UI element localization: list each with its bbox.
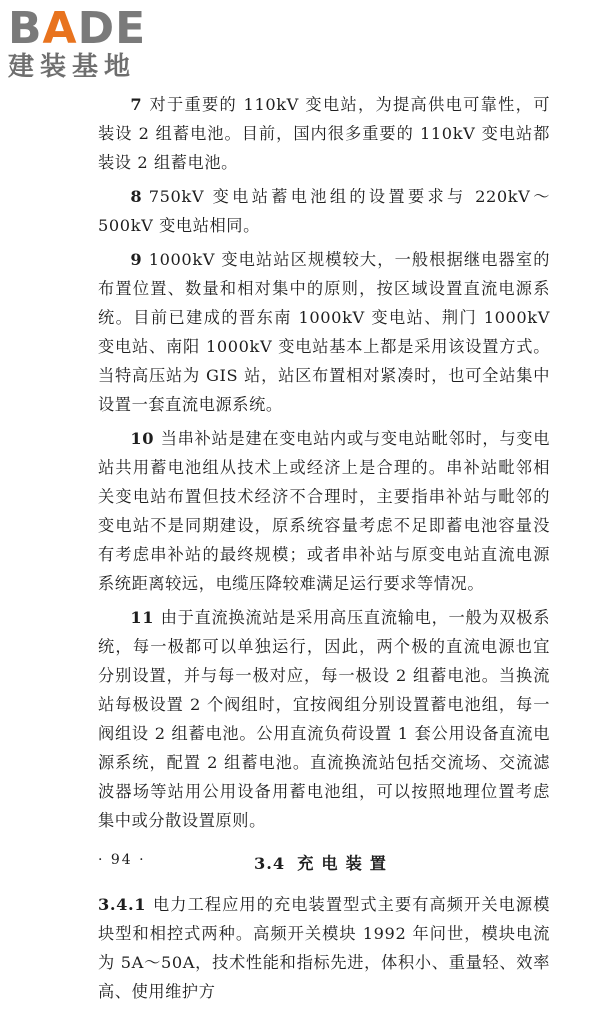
document-body xyxy=(98,90,550,1011)
paragraph-item-7 xyxy=(98,90,550,177)
logo-wordmark: BADE xyxy=(8,3,147,54)
paragraph-number: 11 xyxy=(130,608,155,627)
clause-3-4-1 xyxy=(98,890,550,1006)
clause-number: 3.4.1 xyxy=(98,895,147,914)
section-heading xyxy=(98,849,550,878)
paragraph-text: 1000kV 变电站站区规模较大，一般根据继电器室的布置位置、数量和相对集中的原则，按区域设置直流电源系统。目前已建成的晋东南 1000kV 变电站、荆门 1000kV 变电站、南阳 1000kV 变电站基本上都是采用该设置方式。当特高压站为 GIS 站，站区布置相对紧凑时，也可全站集中设置一套直流电源系统。 xyxy=(98,250,550,414)
paragraph-text: 对于重要的 110kV 变电站，为提高供电可靠性，可装设 2 组蓄电池。目前，国内很多重要的 110kV 变电站都装设 2 组蓄电池。 xyxy=(98,95,550,172)
paragraph-item-9 xyxy=(98,245,550,419)
paragraph-text: 750kV 变电站蓄电池组的设置要求与 220kV～500kV 变电站相同。 xyxy=(98,187,550,235)
paragraph-number: 10 xyxy=(130,429,155,448)
paragraph-number: 8 xyxy=(130,187,143,206)
paragraph-number: 9 xyxy=(130,250,143,269)
section-title: 充电装置 xyxy=(297,854,394,873)
paragraph-text: 当串补站是建在变电站内或与变电站毗邻时，与变电站共用蓄电池组从技术上或经济上是合理的。串补站毗邻相关变电站布置但技术经济不合理时，主要指串补站与毗邻的变电站不是同期建设，原系统容量考虑不足即蓄电池容量没有考虑串补站的最终规模；或者串补站与原变电站直流电源系统距离较远，电缆压降较难满足运行要求等情况。 xyxy=(98,429,550,593)
clause-text: 电力工程应用的充电装置型式主要有高频开关电源模块型和相控式两种。高频开关模块 1992 年问世，模块电流为 5A～50A，技术性能和指标先进，体积小、重量轻、效率高、使用维护方 xyxy=(98,895,550,1001)
paragraph-number: 7 xyxy=(130,95,143,114)
paragraph-text: 由于直流换流站是采用高压直流输电，一般为双极系统，每一极都可以单独运行，因此，两个极的直流电源也宜分别设置，并与每一极对应，每一极设 2 组蓄电池。当换流站每极设置 2 个阀组时，宜按阀组分别设置蓄电池组，每一阀组设 2 组蓄电池。公用直流负荷设置 1 套公用设备直流电源系统，配置 2 组蓄电池。直流换流站包括交流场、交流滤波器场等站用公用设备用蓄电池组，可以按照地理位置考虑集中或分散设置原则。 xyxy=(98,608,550,830)
paragraph-item-8 xyxy=(98,182,550,240)
paragraph-item-10 xyxy=(98,424,550,598)
logo-accent-letter: A xyxy=(42,3,78,54)
logo-subtitle: 建装基地 xyxy=(8,52,137,82)
section-number: 3.4 xyxy=(254,854,286,873)
page-number: · 94 · xyxy=(98,852,146,868)
paragraph-item-11 xyxy=(98,603,550,835)
bade-logo xyxy=(8,3,178,82)
